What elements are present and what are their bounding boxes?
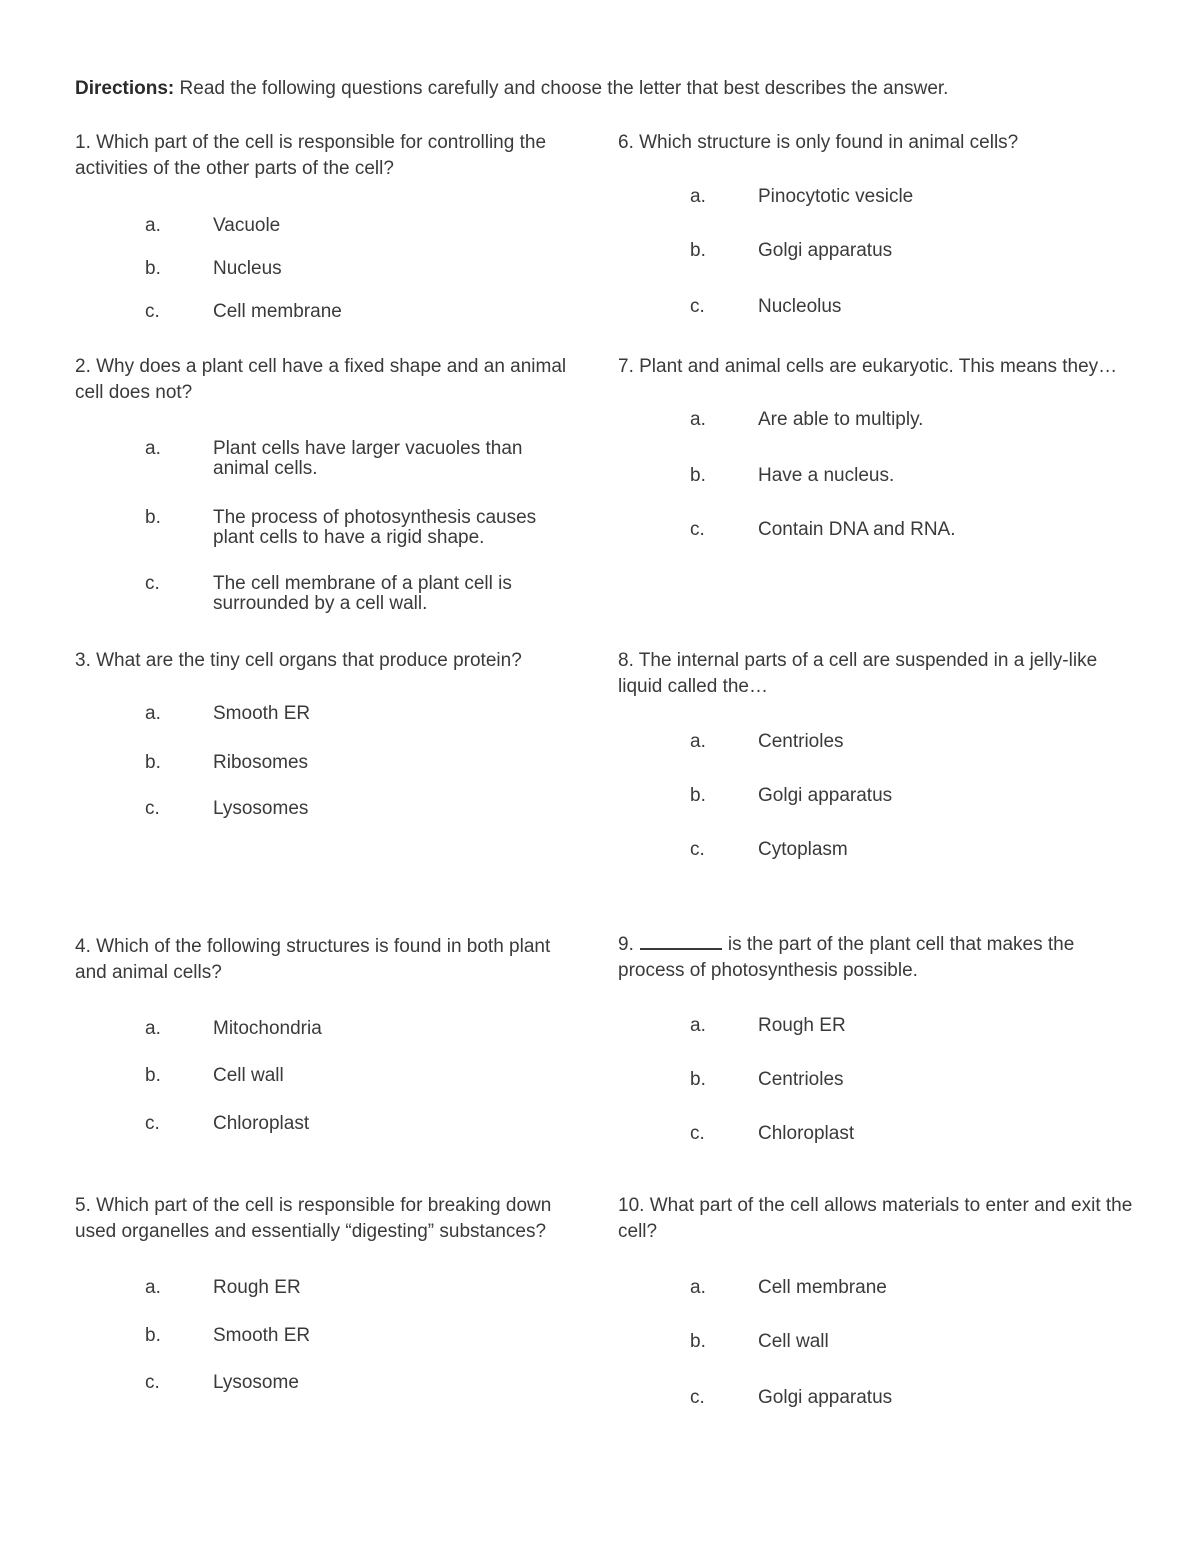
- choice-letter: b.: [145, 507, 161, 528]
- choice-letter: a.: [690, 186, 706, 207]
- question-1: [75, 130, 575, 182]
- question-7: [618, 354, 1178, 380]
- choice-text: Cell membrane: [213, 301, 342, 322]
- choice-text: Chloroplast: [758, 1123, 855, 1144]
- choice-text: The process of photosynthesis causes plant cells to have a rigid shape.: [213, 507, 537, 548]
- choice-letter: c.: [145, 798, 160, 819]
- choice-text: Cell wall: [758, 1331, 829, 1352]
- choice-text: Nucleus: [213, 258, 282, 279]
- choice-letter: c.: [145, 1113, 160, 1134]
- choice-text: Smooth ER: [213, 703, 311, 724]
- question-2: [75, 354, 585, 406]
- choice-text: Centrioles: [758, 731, 844, 752]
- choice-letter: a.: [145, 215, 161, 236]
- choice-text: Cell wall: [213, 1065, 284, 1086]
- choice-text: The cell membrane of a plant cell is surrounded by a cell wall.: [213, 573, 512, 614]
- choice-text: Chloroplast: [213, 1113, 310, 1134]
- choice-text: Lysosomes: [213, 798, 309, 819]
- choice-text: Centrioles: [758, 1069, 844, 1090]
- question-6: [618, 130, 1158, 156]
- choice-letter: b.: [145, 258, 161, 279]
- choice-text: Golgi apparatus: [758, 1387, 893, 1408]
- choice-letter: b.: [145, 752, 161, 773]
- choice-text: Ribosomes: [213, 752, 309, 773]
- answer-blank[interactable]: [640, 934, 722, 950]
- choice-text: Rough ER: [213, 1277, 301, 1298]
- choice-letter: a.: [145, 703, 161, 724]
- choice-letter: c.: [690, 296, 705, 317]
- choice-text: Have a nucleus.: [758, 465, 895, 486]
- choice-letter: b.: [690, 785, 706, 806]
- question-1-text: 1. Which part of the cell is responsible for controlling the activities of the other parts of the cell?: [75, 132, 547, 179]
- choice-letter: c.: [145, 573, 160, 594]
- choice-text: Plant cells have larger vacuoles than animal cells.: [213, 438, 523, 479]
- choice-text: Cell membrane: [758, 1277, 887, 1298]
- question-5-text: 5. Which part of the cell is responsible for breaking down used organelles and essentially “digesting” substances?: [75, 1195, 552, 1242]
- choice-text: Cytoplasm: [758, 839, 848, 860]
- question-9: [618, 932, 1138, 984]
- question-2-text: 2. Why does a plant cell have a fixed shape and an animal cell does not?: [75, 356, 567, 403]
- choice-text: Smooth ER: [213, 1325, 311, 1346]
- choice-letter: b.: [690, 1069, 706, 1090]
- choice-text: Pinocytotic vesicle: [758, 186, 914, 207]
- choice-letter: a.: [690, 1277, 706, 1298]
- choice-text: Vacuole: [213, 215, 281, 236]
- question-3: [75, 648, 585, 674]
- choice-letter: c.: [690, 1387, 705, 1408]
- choice-text: Golgi apparatus: [758, 240, 893, 261]
- choice-text: Nucleolus: [758, 296, 842, 317]
- question-10: [618, 1193, 1138, 1245]
- choice-letter: a.: [690, 1015, 706, 1036]
- choice-text: Rough ER: [758, 1015, 846, 1036]
- question-4: [75, 934, 585, 986]
- question-7-text: 7. Plant and animal cells are eukaryotic. This means they…: [618, 356, 1118, 377]
- choice-letter: c.: [145, 301, 160, 322]
- choice-letter: a.: [690, 409, 706, 430]
- choice-letter: a.: [145, 438, 161, 459]
- question-9-number: 9.: [618, 934, 634, 955]
- question-8: [618, 648, 1138, 700]
- question-3-text: 3. What are the tiny cell organs that produce protein?: [75, 650, 522, 671]
- directions: [75, 76, 1155, 102]
- choice-letter: b.: [690, 1331, 706, 1352]
- choice-text: Mitochondria: [213, 1018, 322, 1039]
- choice-text: Contain DNA and RNA.: [758, 519, 956, 540]
- choice-text: Are able to multiply.: [758, 409, 924, 430]
- question-9-text: [618, 932, 1138, 984]
- choice-letter: a.: [690, 731, 706, 752]
- choice-letter: b.: [690, 465, 706, 486]
- directions-text: Read the following questions carefully and choose the letter that best describes the answer.: [179, 78, 949, 99]
- choice-letter: b.: [145, 1325, 161, 1346]
- choice-letter: a.: [145, 1277, 161, 1298]
- directions-label: Directions:: [75, 78, 175, 99]
- question-5: [75, 1193, 580, 1245]
- choice-letter: a.: [145, 1018, 161, 1039]
- question-6-text: 6. Which structure is only found in animal cells?: [618, 132, 1019, 153]
- choice-letter: c.: [145, 1372, 160, 1393]
- question-9-text-after-blank: is the part of the plant cell that makes the process of photosynthesis possible.: [618, 934, 1075, 981]
- choice-letter: c.: [690, 1123, 705, 1144]
- question-4-text: 4. Which of the following structures is found in both plant and animal cells?: [75, 936, 551, 983]
- question-10-text: 10. What part of the cell allows materials to enter and exit the cell?: [618, 1195, 1133, 1242]
- choice-text: Golgi apparatus: [758, 785, 893, 806]
- choice-letter: c.: [690, 519, 705, 540]
- choice-letter: b.: [690, 240, 706, 261]
- choice-letter: b.: [145, 1065, 161, 1086]
- choice-letter: c.: [690, 839, 705, 860]
- question-8-text: 8. The internal parts of a cell are suspended in a jelly-like liquid called the…: [618, 650, 1098, 697]
- choice-text: Lysosome: [213, 1372, 299, 1393]
